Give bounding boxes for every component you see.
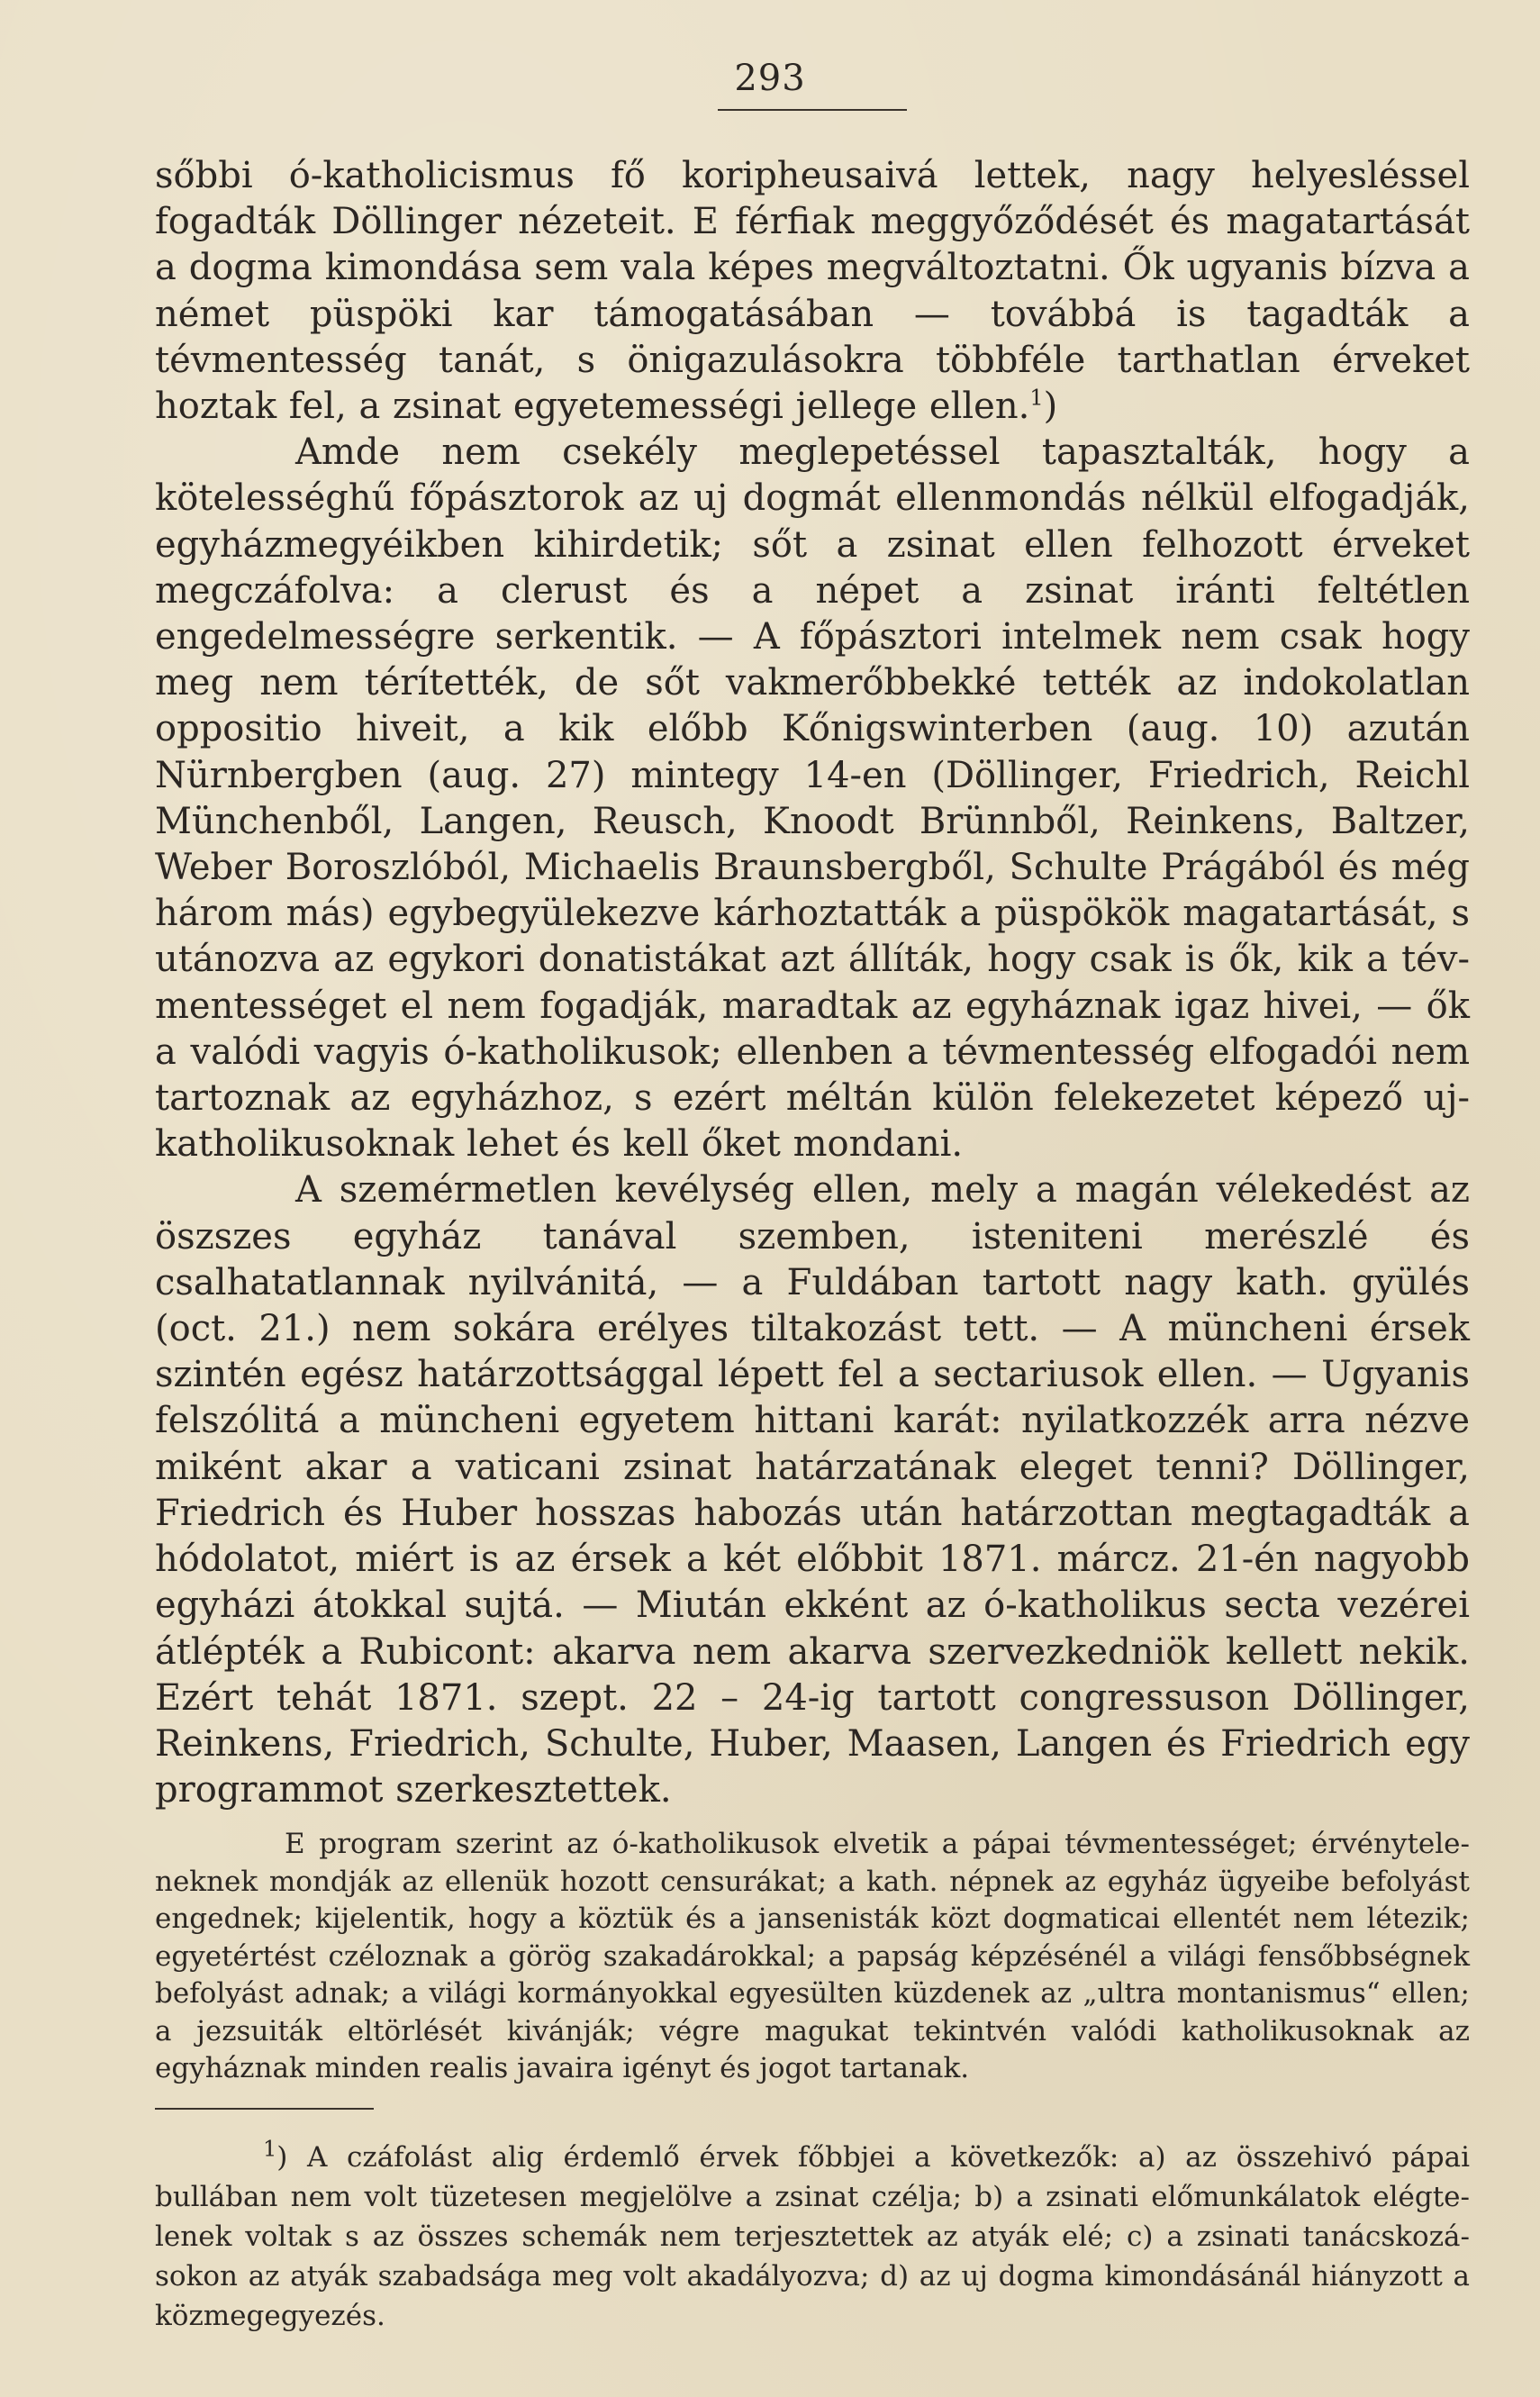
footnote bbox=[155, 2138, 1470, 2336]
footnote-rule bbox=[155, 2108, 374, 2110]
footnote-reference[interactable]: 1 bbox=[1029, 385, 1044, 411]
footnote-mark-close: ) bbox=[276, 2141, 288, 2174]
program-summary: E program szerint az ó-katholikusok elvetik a pápai tévmentességet; érvényteleneknek mondják az ellenük hozott censurákat; a kath. népnek az egyház ügyeibe befolyást engednek; kijelentik, hogy a köztük és a jansenisták közt dogmaticai ellentét nem létezik; egyetértést czéloznak a görög szakadárokkal; a papság képzésénél a világi fensőbbségnek befolyást adnak; a világi kormányokkal egyesülten küzdenek az „ultra montanismus“ ellen; a jezsuiták eltörlését kivánják; végre magukat tekintvén valódi katholikusoknak az egyháznak minden realis javaira igényt és jogot tartanak. bbox=[155, 1828, 1470, 2085]
header-rule bbox=[718, 109, 907, 111]
body-text bbox=[155, 153, 1470, 2116]
footnote-text: A czáfolást alig érdemlő érvek főbbjei a következők: a) az összehivó pápai bullában nem volt tüzetesen megjelölve a zsinat czélja; b) a zsinati előmunkálatok elégtelenek voltak s az összes schemák nem terjesztettek az atyák elé; c) a zsinati tanácskozásokon az atyák szabadsága meg volt akadályozva; d) az uj dogma kimondásánál hiányzott a közmegegyezés. bbox=[155, 2141, 1470, 2332]
paragraph-1 bbox=[155, 153, 1470, 430]
paragraph-1-text: sőbbi ó-katholicismus fő koripheusaivá lettek, nagy helyesléssel fogadták Döllinger nézeteit. E férfiak meggyőződését és magatartását a dogma kimondása sem vala képes megváltoztatni. Ők ugyanis bízva a német püspöki kar támogatásában — továbbá is tagadták a tévmentesség tanát, s önigazulásokra többféle tarthatlan érveket hoztak fel, a zsinat egyetemességi jellege ellen. bbox=[155, 155, 1470, 428]
footnote-mark: 1 bbox=[263, 2136, 277, 2162]
paragraph-3: A szemérmetlen kevélység ellen, mely a magán vélekedést az öszszes egyház tanával szemben, isteniteni merészlé és csalhatatlannak nyilvánitá, — a Fuldában tartott nagy kath. gyülés (oct. 21.) nem sokára erélyes tiltakozást tett. — A müncheni érsek szintén egész határzottsággal lépett fel a sectariusok ellen. — Ugyanis felszólitá a müncheni egyetem hittani karát: nyilatkozzék arra nézve miként akar a vaticani zsinat határzatának eleget tenni? Döllinger, Friedrich és Huber hosszas habozás után határzottan megtagadták a hódolatot, miért is az érsek a két előbbit 1871. márcz. 21-én nagyobb egyházi átokkal sujtá. — Miután ekként az ó-katholikus secta vezérei átlépték a Rubicont: akarva nem akarva szervezkedniök kellett nekik. Ezért tehát 1871. szept. 22 – 24-ig tartott congressuson Döllinger, Reinkens, Friedrich, Schulte, Huber, Maasen, Langen és Friedrich egy programmot szerkesztettek. bbox=[155, 1169, 1470, 1811]
footnote-reference-close: ) bbox=[1043, 386, 1058, 428]
page-number: 293 bbox=[734, 58, 806, 99]
paragraph-2: Amde nem csekély meglepetéssel tapasztalták, hogy a kötelességhű főpásztorok az uj dogmát ellenmondás nélkül elfogadják, egyházmegyéikben kihirdetik; sőt a zsinat ellen felhozott érveket megczáfolva: a clerust és a népet a zsinat iránti feltétlen engedelmességre serkentik. — A főpásztori intelmek nem csak hogy meg nem térítették, de sőt vakmerőbbekké tették az indokolatlan oppositio hiveit, a kik előbb Kőnigswinterben (aug. 10) azután Nürnbergben (aug. 27) mintegy 14-en (Döllinger, Friedrich, Reichl Münchenből, Langen, Reusch, Knoodt Brünnből, Reinkens, Baltzer, Weber Boroszlóból, Michaelis Braunsbergből, Schulte Prágából és még három más) egybegyülekezve kárhoztatták a püspökök magatartását, s utánozva az egykori donatistákat azt állíták, hogy csak is ők, kik a tévmentességet el nem fogadják, maradtak az egyháznak igaz hivei, — ők a valódi vagyis ó-katholikusok; ellenben a tévmentesség elfogadói nem tartoznak az egyházhoz, s ezért méltán külön felekezetet képező uj-katholikusoknak lehet és kell őket mondani. bbox=[155, 431, 1470, 1166]
